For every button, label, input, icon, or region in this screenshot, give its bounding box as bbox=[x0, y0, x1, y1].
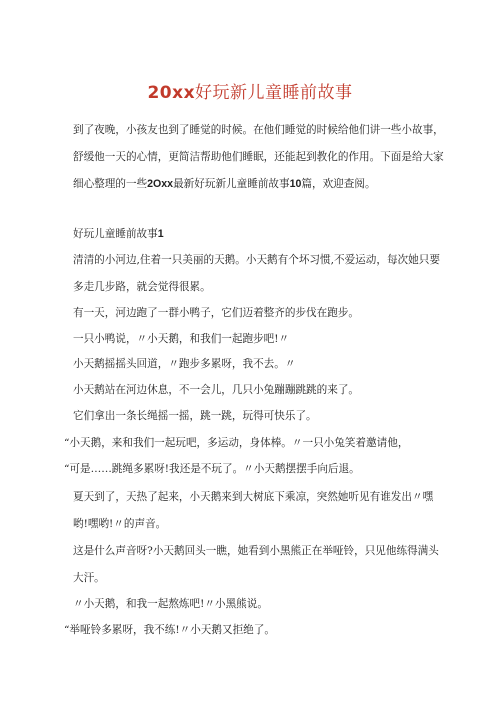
story-line: 这是什么声音呀?小天鹅回头一瞧，她看到小黑熊正在举哑铃，只见他练得满头 bbox=[73, 545, 439, 557]
story-line: 多走几步路，就会觉得很累。 bbox=[73, 281, 211, 293]
story-line: 有一天，河边跑了一群小鸭子，它们迈着整齐的步伐在跑步。 bbox=[73, 307, 360, 319]
story-line: 〃小天鹅，和我一起熬炼吧!〃小黑熊说。 bbox=[73, 598, 268, 610]
intro-line-1: 到了夜晚，小孩友也到了睡觉的时候。在他们睡觉的时候给他们讲一些小故事， bbox=[73, 124, 444, 136]
story-line: 哟!嘿哟!〃的声音。 bbox=[73, 518, 167, 530]
intro-line-3-part-e: 篇，欢迎查阅。 bbox=[301, 178, 376, 190]
section-heading-text: 好玩儿童睡前故事 bbox=[73, 228, 158, 240]
title-number: 20xx bbox=[147, 83, 196, 103]
intro-line-3 bbox=[73, 177, 376, 191]
section-heading-number: 1 bbox=[157, 228, 164, 240]
story-line: 小天鹅站在河边休息，不一会儿，几只小兔蹦蹦跳跳的来了。 bbox=[73, 384, 360, 396]
story-line: 大汗。 bbox=[73, 572, 105, 584]
document-title bbox=[0, 78, 500, 103]
intro-year: 2Oxx bbox=[147, 178, 174, 190]
story-line: 一只小鸭说，〃小天鹅，和我们一起跑步吧!〃 bbox=[73, 333, 290, 345]
intro-line-2: 舒缓他一天的心情，更简洁帮助他们睡眠，还能起到教化的作用。下面是给大家 bbox=[73, 151, 444, 163]
story-line: 小天鹅摇摇头回道，〃跑步多累呀，我不去。〃 bbox=[73, 358, 296, 370]
title-text: 好玩新儿童睡前故事 bbox=[195, 83, 353, 103]
story-line: “举哑铃多累呀，我不练!〃小天鹅又拒绝了。 bbox=[64, 624, 275, 636]
intro-line-3-part-a: 细心整理的一些 bbox=[73, 178, 148, 190]
story-line: 夏天到了，天热了起来，小天鹅来到大树底下乘凉，突然她听见有谁发出〃嘿 bbox=[73, 491, 434, 503]
section-heading bbox=[73, 227, 164, 241]
intro-count: 10 bbox=[289, 178, 302, 190]
story-line: 清清的小河边,住着一只美丽的天鹅。小天鹅有个坏习惯,不爱运动，每次她只要 bbox=[73, 254, 440, 266]
story-line: “可是……跳绳多累呀!我还是不玩了。〃小天鹅摆摆手向后退。 bbox=[64, 463, 360, 475]
story-line: 它们拿出一条长绳摇一摇，跳一跳，玩得可快乐了。 bbox=[73, 410, 317, 422]
intro-line-3-part-c: 最新好玩新儿童睡前故事 bbox=[173, 178, 290, 190]
story-line: “小天鹅，来和我们一起玩吧，多运动，身体棒。〃一只小兔笑着邀请他， bbox=[64, 437, 409, 449]
